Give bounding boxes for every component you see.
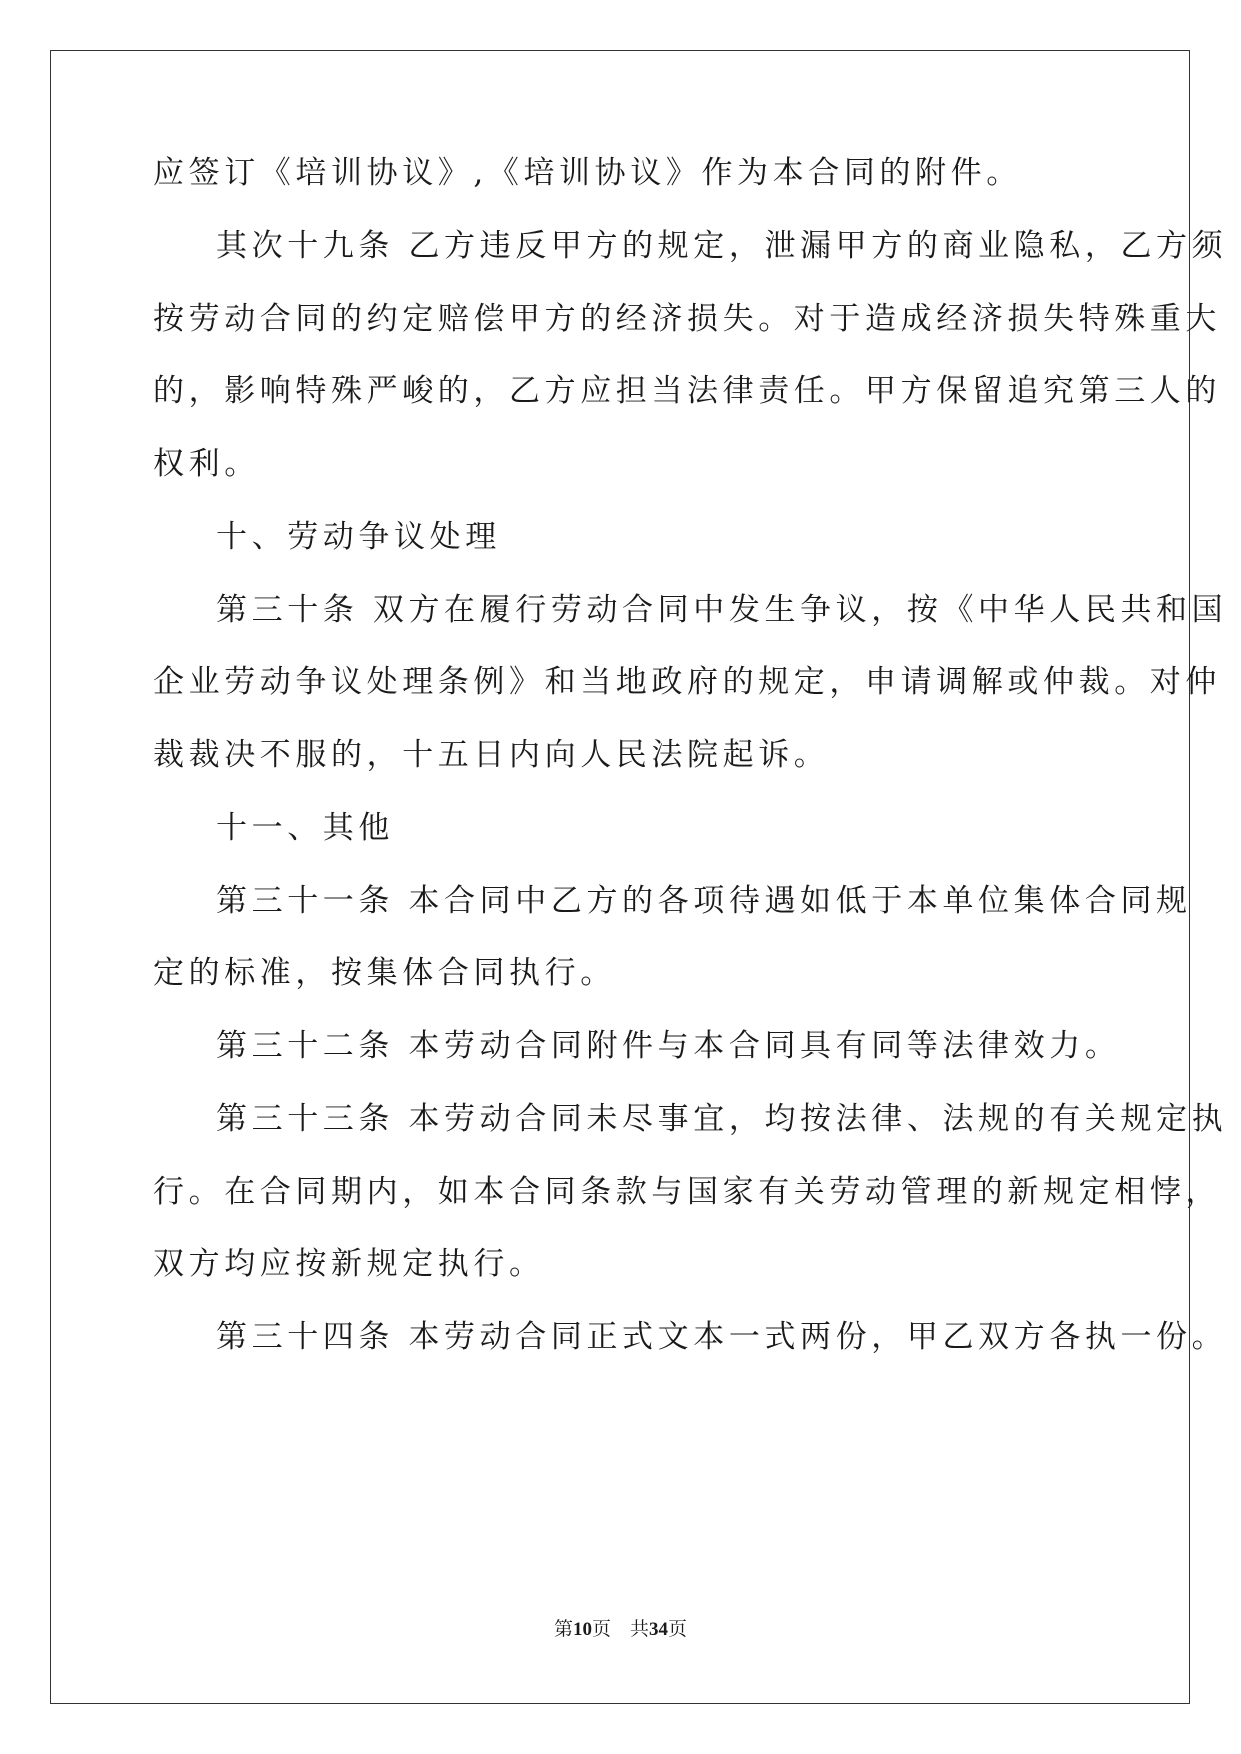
text-line: 第三十一条 本合同中乙方的各项待遇如低于本单位集体合同规 <box>216 883 1192 919</box>
page-footer <box>0 1614 1241 1641</box>
section-heading: 十一、其他 <box>216 810 394 846</box>
text-line: 裁裁决不服的，十五日内向人民法院起诉。 <box>153 737 830 773</box>
text-line: 行。在合同期内，如本合同条款与国家有关劳动管理的新规定相悖， <box>153 1174 1221 1210</box>
text-line: 第三十二条 本劳动合同附件与本合同具有同等法律效力。 <box>216 1028 1121 1064</box>
text-line: 按劳动合同的约定赔偿甲方的经济损失。对于造成经济损失特殊重大 <box>153 301 1221 337</box>
current-page-number: 10 <box>572 1619 592 1640</box>
text-line: 定的标准，按集体合同执行。 <box>153 955 616 991</box>
text-line: 第三十四条 本劳动合同正式文本一式两份，甲乙双方各执一份。 <box>216 1319 1228 1355</box>
text-line: 企业劳动争议处理条例》和当地政府的规定，申请调解或仲裁。对仲 <box>153 664 1221 700</box>
text-line: 双方均应按新规定执行。 <box>153 1246 545 1282</box>
text-line: 应签订《培训协议》,《培训协议》作为本合同的附件。 <box>153 155 1022 191</box>
total-page-number: 34 <box>649 1619 668 1640</box>
section-heading: 十、劳动争议处理 <box>216 519 501 555</box>
page-mid: 页 共 <box>591 1619 649 1640</box>
text-line: 的，影响特殊严峻的，乙方应担当法律责任。甲方保留追究第三人的 <box>153 373 1221 409</box>
text-line: 权利。 <box>153 446 260 482</box>
text-line: 第三十三条 本劳动合同未尽事宜，均按法律、法规的有关规定执 <box>216 1101 1228 1137</box>
page-prefix: 第 <box>553 1619 573 1640</box>
text-line: 第三十条 双方在履行劳动合同中发生争议，按《中华人民共和国 <box>216 592 1228 628</box>
page-suffix: 页 <box>668 1619 688 1640</box>
text-line: 其次十九条 乙方违反甲方的规定，泄漏甲方的商业隐私，乙方须 <box>216 228 1228 264</box>
